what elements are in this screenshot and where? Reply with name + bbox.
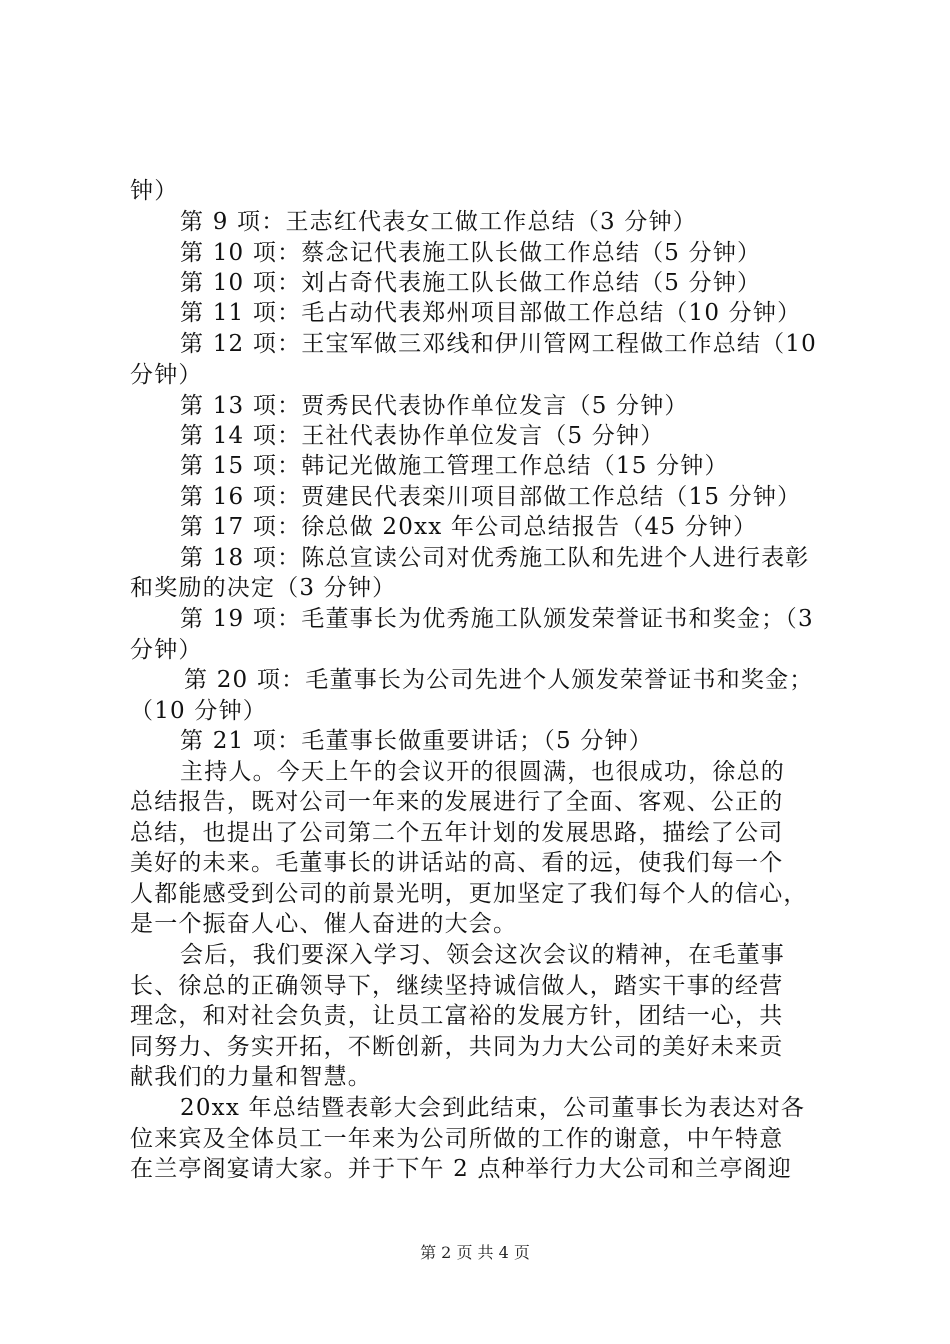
paragraph-line: 是一个振奋人心、催人奋进的大会。 [130,911,518,937]
agenda-item: 第 10 项：刘占奇代表施工队长做工作总结（5 分钟） [180,270,762,296]
paragraph-line: 长、徐总的正确领导下，继续坚持诚信做人，踏实干事的经营 [130,973,784,999]
paragraph-line: 主持人。今天上午的会议开的很圆满，也很成功，徐总的 [180,759,785,785]
paragraph-line: 在兰亭阁宴请大家。并于下午 2 点种举行力大公司和兰亭阁迎 [130,1156,793,1182]
agenda-item: 第 21 项：毛董事长做重要讲话；（5 分钟） [180,728,653,754]
agenda-item: 第 18 项：陈总宣读公司对优秀施工队和先进个人进行表彰 [180,545,810,571]
agenda-item: 第 9 项：王志红代表女工做工作总结（3 分钟） [180,209,697,235]
paragraph-line: 总结报告，既对公司一年来的发展进行了全面、客观、公正的 [130,789,784,815]
agenda-item: 第 20 项：毛董事长为公司先进个人颁发荣誉证书和奖金； [184,667,814,693]
text-line: 分钟） [130,362,203,388]
agenda-item: 第 15 项：韩记光做施工管理工作总结（15 分钟） [180,453,729,479]
paragraph-line: 同努力、务实开拓，不断创新，共同为力大公司的美好未来贡 [130,1034,784,1060]
text-line: 钟） [130,178,179,204]
text-line: 和奖励的决定（3 分钟） [130,575,397,601]
paragraph-line: 理念，和对社会负责，让员工富裕的发展方针，团结一心，共 [130,1003,784,1029]
agenda-item: 第 13 项：贾秀民代表协作单位发言（5 分钟） [180,393,689,419]
text-line: （10 分钟） [130,698,267,724]
agenda-item: 第 10 项：蔡念记代表施工队长做工作总结（5 分钟） [180,240,762,266]
agenda-item: 第 14 项：王社代表协作单位发言（5 分钟） [180,423,665,449]
agenda-item: 第 12 项：王宝军做三邓线和伊川管网工程做工作总结（10 [180,331,817,357]
paragraph-line: 20xx 年总结暨表彰大会到此结束，公司董事长为表达对各 [180,1095,806,1121]
paragraph-line: 献我们的力量和智慧。 [130,1064,372,1090]
paragraph-line: 会后，我们要深入学习、领会这次会议的精神，在毛董事 [180,942,785,968]
paragraph-line: 人都能感受到公司的前景光明，更加坚定了我们每个人的信心， [130,881,808,907]
page-footer: 第 2 页 共 4 页 [420,1243,530,1262]
text-line: 分钟） [130,637,203,663]
agenda-item: 第 19 项：毛董事长为优秀施工队颁发荣誉证书和奖金；（3 [180,606,814,632]
agenda-item: 第 17 项：徐总做 20xx 年公司总结报告（45 分钟） [180,514,758,540]
paragraph-line: 美好的未来。毛董事长的讲话站的高、看的远，使我们每一个 [130,850,784,876]
agenda-item: 第 16 项：贾建民代表栾川项目部做工作总结（15 分钟） [180,484,802,510]
agenda-item: 第 11 项：毛占动代表郑州项目部做工作总结（10 分钟） [180,300,802,326]
paragraph-line: 位来宾及全体员工一年来为公司所做的工作的谢意，中午特意 [130,1126,784,1152]
paragraph-line: 总结，也提出了公司第二个五年计划的发展思路，描绘了公司 [130,820,784,846]
